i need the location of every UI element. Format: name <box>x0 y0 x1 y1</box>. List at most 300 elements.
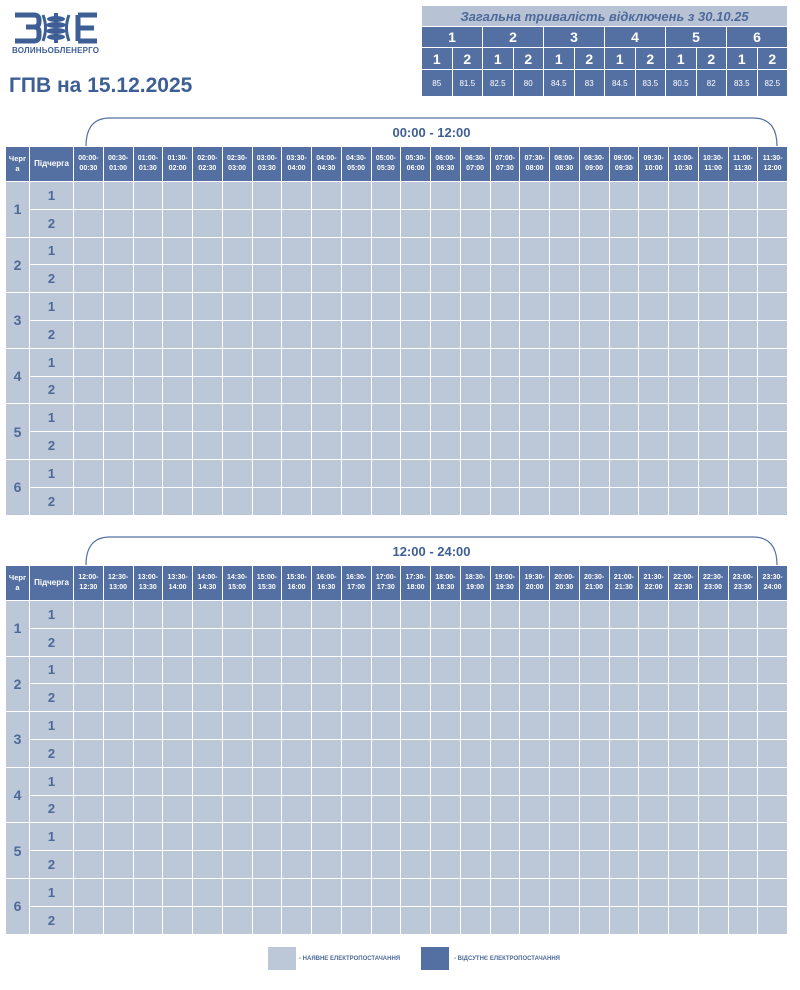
slot-cell <box>163 320 193 348</box>
totals-values-row <box>422 70 788 97</box>
slot-cell <box>639 237 669 265</box>
slot-cell <box>401 823 431 851</box>
slot-cell <box>252 265 282 293</box>
slot-cell <box>163 656 193 684</box>
slot-cell <box>698 237 728 265</box>
slot-cell <box>252 293 282 321</box>
slot-cell <box>222 182 252 210</box>
totals-queue: 1 <box>422 27 483 48</box>
slot-cell <box>163 767 193 795</box>
slot-cell <box>669 823 699 851</box>
period-title: 12:00 - 24:00 <box>392 544 471 559</box>
slot-cell <box>222 459 252 487</box>
slot-cell <box>758 182 788 210</box>
slot-cell <box>252 906 282 934</box>
schedule-row <box>6 878 788 906</box>
time-slot-header: 18:30-19:00 <box>460 566 490 601</box>
slot-cell <box>520 487 550 515</box>
slot-cell <box>460 823 490 851</box>
slot-cell <box>490 767 520 795</box>
slot-cell <box>193 293 223 321</box>
slot-cell <box>103 684 133 712</box>
slot-cell <box>669 795 699 823</box>
slot-cell <box>163 432 193 460</box>
time-slot-header: 21:30-22:00 <box>639 566 669 601</box>
slot-cell <box>222 265 252 293</box>
slot-cell <box>312 684 342 712</box>
slot-cell <box>252 767 282 795</box>
slot-cell <box>103 628 133 656</box>
slot-cell <box>669 628 699 656</box>
slot-cell <box>74 628 104 656</box>
slot-cell <box>698 182 728 210</box>
slot-cell <box>728 656 758 684</box>
slot-cell <box>222 767 252 795</box>
slot-cell <box>401 712 431 740</box>
slot-cell <box>669 487 699 515</box>
slot-cell <box>431 293 461 321</box>
slot-cell <box>490 237 520 265</box>
slot-cell <box>460 906 490 934</box>
slot-cell <box>312 320 342 348</box>
slot-cell <box>371 767 401 795</box>
slot-cell <box>401 320 431 348</box>
slot-cell <box>341 459 371 487</box>
schedule-row <box>6 601 788 629</box>
slot-cell <box>758 209 788 237</box>
subqueue-number: 2 <box>30 851 74 879</box>
slot-cell <box>133 739 163 767</box>
slot-cell <box>728 795 758 823</box>
slot-cell <box>371 293 401 321</box>
slot-cell <box>758 628 788 656</box>
slot-cell <box>282 684 312 712</box>
time-slot-header: 09:00-09:30 <box>609 147 639 182</box>
slot-cell <box>133 459 163 487</box>
slot-cell <box>222 823 252 851</box>
slot-cell <box>163 487 193 515</box>
slot-cell <box>431 851 461 879</box>
queue-number: 4 <box>6 348 30 404</box>
slot-cell <box>639 348 669 376</box>
slot-cell <box>371 432 401 460</box>
totals-subqueue: 1 <box>727 48 758 70</box>
slot-cell <box>222 209 252 237</box>
queue-number: 2 <box>6 656 30 712</box>
subqueue-number: 2 <box>30 376 74 404</box>
schedule-row <box>6 487 788 515</box>
totals-subqueue: 2 <box>452 48 483 70</box>
slot-cell <box>579 293 609 321</box>
queue-number: 3 <box>6 712 30 768</box>
slot-cell <box>193 739 223 767</box>
slot-cell <box>401 628 431 656</box>
period-title: 00:00 - 12:00 <box>392 125 471 140</box>
slot-cell <box>103 237 133 265</box>
slot-cell <box>312 376 342 404</box>
slot-cell <box>282 237 312 265</box>
totals-subqueue: 2 <box>574 48 605 70</box>
totals-table <box>421 5 788 97</box>
slot-cell <box>193 404 223 432</box>
slot-cell <box>163 739 193 767</box>
time-slot-header: 00:30-01:00 <box>103 147 133 182</box>
slot-cell <box>371 878 401 906</box>
slot-cell <box>431 459 461 487</box>
slot-cell <box>282 795 312 823</box>
schedule-row <box>6 209 788 237</box>
slot-cell <box>222 487 252 515</box>
slot-cell <box>163 265 193 293</box>
schedule-row <box>6 684 788 712</box>
slot-cell <box>74 265 104 293</box>
slot-cell <box>252 348 282 376</box>
slot-cell <box>252 209 282 237</box>
slot-cell <box>193 348 223 376</box>
slot-cell <box>758 823 788 851</box>
time-slot-header: 05:30-06:00 <box>401 147 431 182</box>
slot-cell <box>341 293 371 321</box>
slot-cell <box>758 878 788 906</box>
totals-queue: 5 <box>666 27 727 48</box>
subqueue-number: 2 <box>30 209 74 237</box>
schedule-row <box>6 404 788 432</box>
slot-cell <box>758 601 788 629</box>
slot-cell <box>193 182 223 210</box>
slot-cell <box>252 487 282 515</box>
slot-cell <box>609 459 639 487</box>
time-slot-header: 04:30-05:00 <box>341 147 371 182</box>
slot-cell <box>490 348 520 376</box>
slot-cell <box>490 656 520 684</box>
slot-cell <box>74 878 104 906</box>
slot-cell <box>431 628 461 656</box>
time-slot-header: 01:30-02:00 <box>163 147 193 182</box>
slot-cell <box>282 293 312 321</box>
slot-cell <box>579 209 609 237</box>
slot-cell <box>550 182 580 210</box>
slot-cell <box>193 795 223 823</box>
totals-subqueue: 2 <box>696 48 727 70</box>
slot-cell <box>103 878 133 906</box>
slot-cell <box>103 293 133 321</box>
slot-cell <box>460 628 490 656</box>
time-slot-header: 12:00-12:30 <box>74 566 104 601</box>
slot-cell <box>520 767 550 795</box>
time-slot-header: 10:30-11:00 <box>698 147 728 182</box>
slot-cell <box>282 712 312 740</box>
slot-cell <box>341 684 371 712</box>
time-slot-header: 10:00-10:30 <box>669 147 699 182</box>
slot-cell <box>193 320 223 348</box>
slot-cell <box>431 237 461 265</box>
slot-cell <box>222 739 252 767</box>
slot-cell <box>460 376 490 404</box>
slot-cell <box>758 320 788 348</box>
slot-cell <box>728 182 758 210</box>
legend-absent-label: - ВІДСУТНЄ ЕЛЕКТРОПОСТАЧАННЯ <box>454 956 560 962</box>
slot-cell <box>222 348 252 376</box>
slot-cell <box>550 767 580 795</box>
slot-cell <box>163 376 193 404</box>
slot-cell <box>282 906 312 934</box>
slot-cell <box>193 767 223 795</box>
schedule-row <box>6 767 788 795</box>
slot-cell <box>341 767 371 795</box>
slot-cell <box>698 601 728 629</box>
slot-cell <box>74 823 104 851</box>
slot-cell <box>579 182 609 210</box>
slot-cell <box>609 906 639 934</box>
time-slot-header: 08:30-09:00 <box>579 147 609 182</box>
slot-cell <box>698 656 728 684</box>
slot-cell <box>312 487 342 515</box>
schedule-row <box>6 906 788 934</box>
slot-cell <box>103 656 133 684</box>
totals-subqueue: 1 <box>605 48 636 70</box>
slot-cell <box>193 237 223 265</box>
slot-cell <box>431 487 461 515</box>
slot-cell <box>550 656 580 684</box>
slot-cell <box>252 601 282 629</box>
slot-cell <box>133 432 163 460</box>
slot-cell <box>579 601 609 629</box>
totals-value: 82.5 <box>757 70 788 97</box>
slot-cell <box>74 712 104 740</box>
schedule-row <box>6 432 788 460</box>
slot-cell <box>669 739 699 767</box>
slot-cell <box>133 851 163 879</box>
slot-cell <box>282 739 312 767</box>
slot-cell <box>609 767 639 795</box>
slot-cell <box>609 404 639 432</box>
slot-cell <box>579 823 609 851</box>
totals-value: 85 <box>422 70 453 97</box>
subqueue-number: 1 <box>30 293 74 321</box>
queue-header: Черг а <box>6 566 30 601</box>
slot-cell <box>282 432 312 460</box>
totals-value: 81.5 <box>452 70 483 97</box>
slot-cell <box>579 628 609 656</box>
slot-cell <box>728 684 758 712</box>
slot-cell <box>74 348 104 376</box>
slot-cell <box>609 601 639 629</box>
slot-cell <box>74 237 104 265</box>
totals-value: 80 <box>513 70 544 97</box>
slot-cell <box>520 656 550 684</box>
slot-cell <box>163 906 193 934</box>
slot-cell <box>401 906 431 934</box>
slot-cell <box>579 237 609 265</box>
time-slot-header: 23:30-24:00 <box>758 566 788 601</box>
slot-cell <box>312 767 342 795</box>
slot-cell <box>163 459 193 487</box>
slot-cell <box>728 209 758 237</box>
slot-cell <box>193 459 223 487</box>
slot-cell <box>609 320 639 348</box>
slot-cell <box>103 767 133 795</box>
slot-cell <box>758 348 788 376</box>
slot-cell <box>639 404 669 432</box>
slot-cell <box>341 739 371 767</box>
slot-cell <box>550 823 580 851</box>
slot-cell <box>74 376 104 404</box>
slot-cell <box>490 293 520 321</box>
slot-cell <box>133 265 163 293</box>
slot-cell <box>74 320 104 348</box>
slot-cell <box>431 739 461 767</box>
slot-cell <box>728 906 758 934</box>
slot-cell <box>728 823 758 851</box>
subqueue-header: Підчерга <box>30 147 74 182</box>
slot-cell <box>758 851 788 879</box>
slot-cell <box>460 712 490 740</box>
subqueue-number: 1 <box>30 404 74 432</box>
slot-cell <box>550 878 580 906</box>
slot-cell <box>609 795 639 823</box>
schedule-row <box>6 823 788 851</box>
subqueue-number: 1 <box>30 712 74 740</box>
slot-cell <box>728 432 758 460</box>
subqueue-number: 1 <box>30 878 74 906</box>
slot-cell <box>401 656 431 684</box>
slot-cell <box>728 712 758 740</box>
time-slot-header: 16:00-16:30 <box>312 566 342 601</box>
schedule-table-evening <box>5 565 788 935</box>
slot-cell <box>133 237 163 265</box>
slot-cell <box>639 432 669 460</box>
slot-cell <box>401 209 431 237</box>
slot-cell <box>74 404 104 432</box>
slot-cell <box>222 712 252 740</box>
slot-cell <box>460 209 490 237</box>
slot-cell <box>431 348 461 376</box>
slot-cell <box>609 851 639 879</box>
slot-cell <box>669 712 699 740</box>
slot-cell <box>669 601 699 629</box>
slot-cell <box>758 293 788 321</box>
slot-cell <box>728 320 758 348</box>
slot-cell <box>520 739 550 767</box>
slot-cell <box>639 628 669 656</box>
slot-cell <box>550 684 580 712</box>
slot-cell <box>312 851 342 879</box>
totals-subqueue: 2 <box>513 48 544 70</box>
slot-cell <box>163 182 193 210</box>
slot-cell <box>698 767 728 795</box>
slot-cell <box>282 265 312 293</box>
slot-cell <box>609 823 639 851</box>
slot-cell <box>758 906 788 934</box>
slot-cell <box>728 459 758 487</box>
slot-cell <box>103 320 133 348</box>
slot-cell <box>669 878 699 906</box>
slot-cell <box>252 376 282 404</box>
slot-cell <box>520 795 550 823</box>
slot-cell <box>431 182 461 210</box>
slot-cell <box>74 601 104 629</box>
slot-cell <box>74 209 104 237</box>
slot-cell <box>520 459 550 487</box>
slot-cell <box>371 209 401 237</box>
logo-text: ВОЛИНЬОБЛЕНЕРГО <box>12 46 100 55</box>
slot-cell <box>401 684 431 712</box>
schedule-row <box>6 265 788 293</box>
slot-cell <box>371 237 401 265</box>
slot-cell <box>609 348 639 376</box>
slot-cell <box>252 823 282 851</box>
slot-cell <box>579 487 609 515</box>
time-slot-header: 19:00-19:30 <box>490 566 520 601</box>
slot-cell <box>341 404 371 432</box>
slot-cell <box>312 182 342 210</box>
slot-cell <box>639 293 669 321</box>
slot-cell <box>74 182 104 210</box>
time-slot-header: 11:00-11:30 <box>728 147 758 182</box>
time-slot-header: 12:30-13:00 <box>103 566 133 601</box>
slot-cell <box>609 656 639 684</box>
slot-cell <box>133 767 163 795</box>
slot-cell <box>163 823 193 851</box>
slot-cell <box>579 265 609 293</box>
slot-cell <box>312 348 342 376</box>
slot-cell <box>698 823 728 851</box>
slot-cell <box>193 628 223 656</box>
slot-cell <box>431 878 461 906</box>
slot-cell <box>163 684 193 712</box>
schedule-row <box>6 376 788 404</box>
queue-number: 1 <box>6 601 30 657</box>
slot-cell <box>639 656 669 684</box>
slot-cell <box>550 265 580 293</box>
slot-cell <box>460 293 490 321</box>
slot-cell <box>103 823 133 851</box>
slot-cell <box>341 712 371 740</box>
totals-queue-row <box>422 27 788 48</box>
totals-queue: 6 <box>727 27 788 48</box>
slot-cell <box>669 182 699 210</box>
slot-cell <box>669 293 699 321</box>
slot-cell <box>490 851 520 879</box>
totals-subqueue-row <box>422 48 788 70</box>
slot-cell <box>282 376 312 404</box>
slot-cell <box>133 293 163 321</box>
slot-cell <box>103 404 133 432</box>
slot-cell <box>460 404 490 432</box>
slot-cell <box>579 851 609 879</box>
slot-cell <box>609 739 639 767</box>
slot-cell <box>103 906 133 934</box>
slot-cell <box>74 739 104 767</box>
slot-cell <box>431 376 461 404</box>
slot-cell <box>163 712 193 740</box>
slot-cell <box>282 767 312 795</box>
slot-cell <box>133 487 163 515</box>
slot-cell <box>431 795 461 823</box>
schedule-row <box>6 182 788 210</box>
slot-cell <box>163 404 193 432</box>
slot-cell <box>282 320 312 348</box>
slot-cell <box>520 376 550 404</box>
subqueue-number: 2 <box>30 320 74 348</box>
slot-cell <box>520 432 550 460</box>
slot-cell <box>639 320 669 348</box>
slot-cell <box>698 851 728 879</box>
queue-header: Черг а <box>6 147 30 182</box>
schedule-row <box>6 656 788 684</box>
totals-subqueue: 2 <box>757 48 788 70</box>
slot-cell <box>222 237 252 265</box>
